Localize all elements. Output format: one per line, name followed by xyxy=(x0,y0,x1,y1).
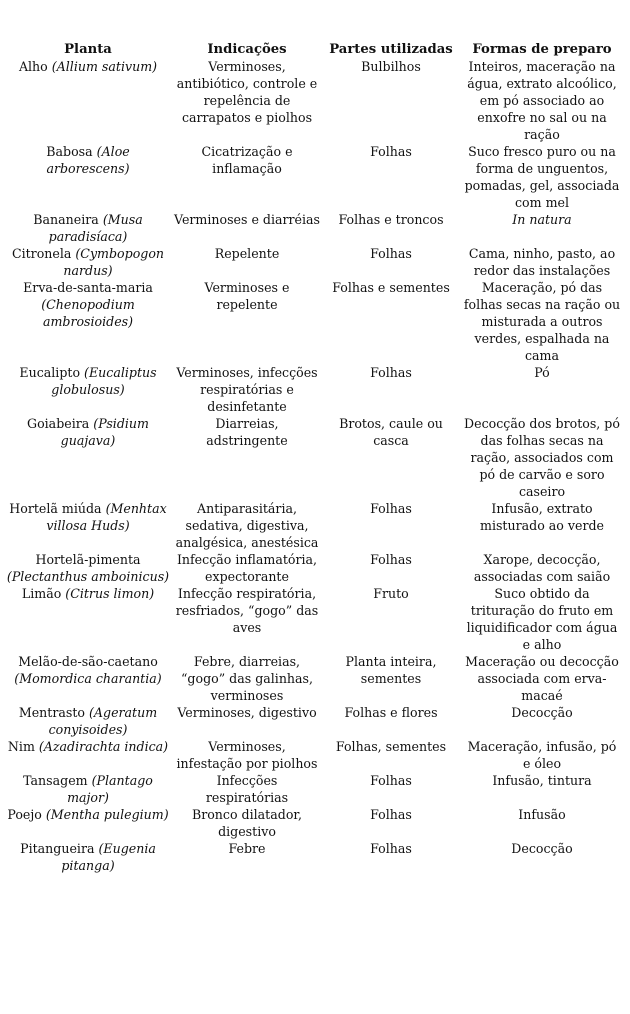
cell-parts: Folhas xyxy=(370,552,412,567)
plant-common-name: Citronela xyxy=(11,246,76,261)
table-row xyxy=(4,245,624,279)
plant-common-name: Eucalipto xyxy=(19,365,85,380)
plant-common-name: Hortelã miúda xyxy=(9,501,106,516)
cell-preparation: Pó xyxy=(534,365,550,380)
cell-indications: Infecções respiratórias xyxy=(205,773,289,805)
cell-indications: Repelente xyxy=(214,246,280,261)
plant-common-name: Limão xyxy=(21,586,66,601)
plant-scientific-name: (Citrus limon) xyxy=(65,586,155,601)
table-row xyxy=(4,772,624,806)
table-row xyxy=(4,364,624,415)
cell-indications: Febre, diarreias, “gogo” das galinhas, verminoses xyxy=(180,654,314,703)
plant-scientific-name: (Aloe arborescens) xyxy=(46,144,130,176)
header-plant: Planta xyxy=(64,42,112,57)
cell-indications: Infecção inflamatória, expectorante xyxy=(176,552,318,584)
cell-indications: Verminoses e diarréias xyxy=(174,212,321,227)
cell-preparation: Infusão xyxy=(518,807,566,822)
plant-scientific-name: (Eugenia pitanga) xyxy=(61,841,156,873)
cell-parts: Folhas e troncos xyxy=(338,212,444,227)
plant-scientific-name: (Eucaliptus globulosus) xyxy=(51,365,157,397)
cell-preparation: Maceração ou decocção associada com erva-macaé xyxy=(465,654,619,703)
cell-plant xyxy=(4,58,172,143)
cell-plant xyxy=(4,245,172,279)
table-row xyxy=(4,653,624,704)
cell-parts: Folhas, sementes xyxy=(335,739,447,754)
table-row xyxy=(4,143,624,211)
plant-scientific-name: (Plectanthus amboinicus) xyxy=(6,569,170,584)
cell-preparation: Decocção dos brotos, pó das folhas secas na ração, associados com pó de carvão e soro caseiro xyxy=(464,416,620,499)
plant-scientific-name: (Mentha pulegium) xyxy=(45,807,169,822)
cell-indications: Verminoses e repelente xyxy=(204,280,290,312)
table-row xyxy=(4,58,624,143)
table-row xyxy=(4,585,624,653)
cell-parts: Brotos, caule ou casca xyxy=(339,416,443,448)
plant-scientific-name: (Cymbopogon nardus) xyxy=(63,246,165,278)
plant-common-name: Alho xyxy=(18,59,52,74)
plant-common-name: Erva-de-santa-maria xyxy=(23,280,157,295)
cell-parts: Folhas e sementes xyxy=(332,280,450,295)
cell-indications: Bronco dilatador, digestivo xyxy=(191,807,303,839)
cell-preparation: Suco fresco puro ou na forma de unguentos, pomadas, gel, associada com mel xyxy=(464,144,620,210)
cell-parts: Planta inteira, sementes xyxy=(345,654,437,686)
cell-indications: Diarreias, adstringente xyxy=(206,416,288,448)
plant-scientific-name: (Ageratum conyisoides) xyxy=(48,705,158,737)
table-row xyxy=(4,840,624,874)
cell-plant xyxy=(4,500,172,551)
cell-plant xyxy=(4,704,172,738)
cell-preparation: In natura xyxy=(512,212,572,227)
cell-preparation: Cama, ninho, pasto, ao redor das instalações xyxy=(468,246,616,278)
table-row xyxy=(4,806,624,840)
cell-parts: Folhas xyxy=(370,365,412,380)
medicinal-plants-table xyxy=(4,41,624,874)
cell-indications: Febre xyxy=(228,841,266,856)
cell-preparation: Inteiros, maceração na água, extrato alcoólico, em pó associado ao enxofre no sal ou na ração xyxy=(467,59,617,142)
header-row xyxy=(4,41,624,58)
cell-preparation: Xarope, decocção, associadas com saião xyxy=(473,552,611,584)
cell-plant xyxy=(4,551,172,585)
cell-preparation: Suco obtido da trituração do fruto em liquidificador com água e alho xyxy=(466,586,618,652)
table-row xyxy=(4,704,624,738)
cell-parts: Folhas xyxy=(370,841,412,856)
cell-preparation: Decocção xyxy=(511,705,573,720)
plant-common-name: Hortelã-pimenta xyxy=(35,552,145,567)
cell-parts: Folhas xyxy=(370,807,412,822)
cell-indications: Cicatrização e inflamação xyxy=(201,144,293,176)
cell-indications: Verminoses, antibiótico, controle e repelência de carrapatos e piolhos xyxy=(176,59,318,125)
table-row xyxy=(4,211,624,245)
header-preparation: Formas de preparo xyxy=(472,42,612,57)
cell-parts: Folhas xyxy=(370,144,412,159)
plant-scientific-name: (Musa paradisíaca) xyxy=(48,212,143,244)
plant-scientific-name: (Chenopodium ambrosioides) xyxy=(41,297,135,329)
table-header xyxy=(4,41,624,58)
cell-plant xyxy=(4,653,172,704)
table-row xyxy=(4,500,624,551)
cell-plant xyxy=(4,211,172,245)
plant-scientific-name: (Plantago major) xyxy=(67,773,153,805)
cell-plant xyxy=(4,738,172,772)
cell-preparation: Infusão, extrato misturado ao verde xyxy=(480,501,604,533)
cell-indications: Infecção respiratória, resfriados, “gogo” das aves xyxy=(175,586,319,635)
cell-preparation: Maceração, pó das folhas secas na ração ou misturada a outros verdes, espalhada na cama xyxy=(463,280,621,363)
cell-parts: Folhas xyxy=(370,246,412,261)
plant-scientific-name: (Menhtax villosa Huds) xyxy=(46,501,167,533)
plant-common-name: Babosa xyxy=(46,144,97,159)
plant-scientific-name: (Momordica charantia) xyxy=(14,671,162,686)
plant-scientific-name: (Azadirachta indica) xyxy=(38,739,169,754)
cell-plant xyxy=(4,840,172,874)
plant-common-name: Goiabeira xyxy=(27,416,94,431)
cell-plant xyxy=(4,364,172,415)
plant-scientific-name: (Psidium guajava) xyxy=(60,416,149,448)
plant-common-name: Tansagem xyxy=(23,773,92,788)
cell-preparation: Infusão, tintura xyxy=(492,773,592,788)
plant-common-name: Melão-de-são-caetano xyxy=(18,654,162,669)
cell-plant xyxy=(4,143,172,211)
cell-preparation: Maceração, infusão, pó e óleo xyxy=(467,739,617,771)
cell-plant xyxy=(4,585,172,653)
table-row xyxy=(4,551,624,585)
cell-parts: Fruto xyxy=(373,586,409,601)
plant-common-name: Mentrasto xyxy=(18,705,89,720)
cell-indications: Verminoses, infecções respiratórias e desinfetante xyxy=(176,365,318,414)
cell-plant xyxy=(4,772,172,806)
cell-parts: Folhas e flores xyxy=(344,705,438,720)
cell-parts: Bulbilhos xyxy=(361,59,421,74)
cell-plant xyxy=(4,806,172,840)
plant-common-name: Pitangueira xyxy=(20,841,99,856)
header-indications: Indicações xyxy=(207,42,287,57)
plant-scientific-name: (Allium sativum) xyxy=(51,59,158,74)
table-row xyxy=(4,738,624,772)
cell-parts: Folhas xyxy=(370,773,412,788)
cell-parts: Folhas xyxy=(370,501,412,516)
cell-indications: Verminoses, digestivo xyxy=(177,705,317,720)
cell-indications: Verminoses, infestação por piolhos xyxy=(176,739,318,771)
cell-preparation: Decocção xyxy=(511,841,573,856)
plant-common-name: Poejo xyxy=(7,807,46,822)
cell-indications: Antiparasitária, sedativa, digestiva, analgésica, anestésica xyxy=(175,501,319,550)
table-row xyxy=(4,415,624,500)
cell-plant xyxy=(4,415,172,500)
plant-common-name: Bananeira xyxy=(33,212,103,227)
header-parts: Partes utilizadas xyxy=(329,42,453,57)
plant-common-name: Nim xyxy=(7,739,39,754)
cell-plant xyxy=(4,279,172,364)
table-body xyxy=(4,58,624,874)
table-row xyxy=(4,279,624,364)
